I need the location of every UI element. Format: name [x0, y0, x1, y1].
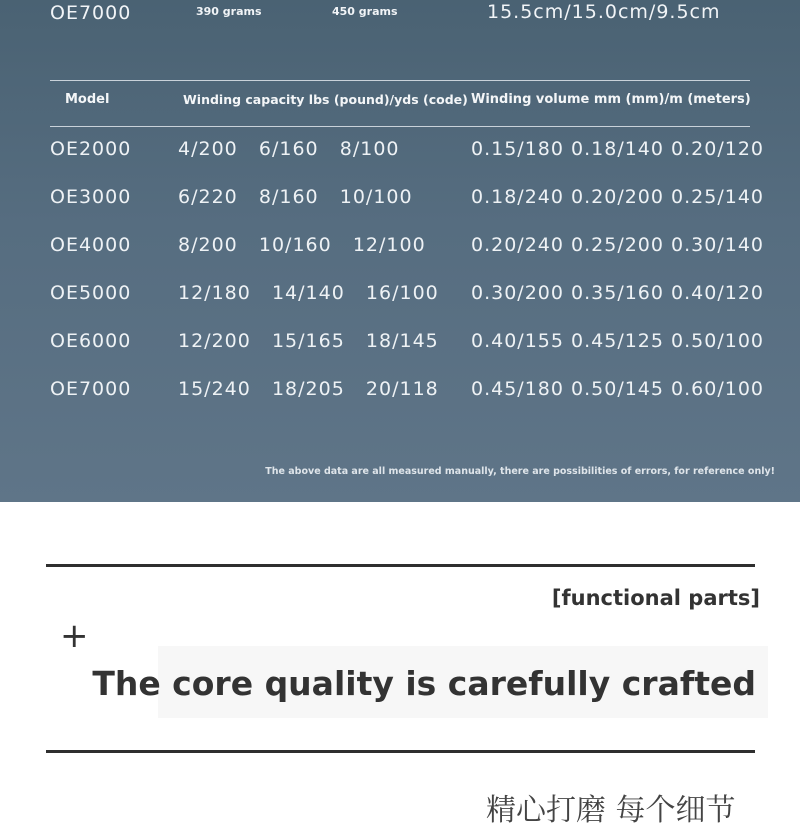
row-model: OE6000 [50, 330, 132, 352]
top-row-dimensions: 15.5cm/15.0cm/9.5cm [487, 1, 721, 23]
row-model: OE7000 [50, 378, 132, 400]
row-capacity: 15/240 18/205 20/118 [178, 378, 439, 400]
row-capacity: 12/200 15/165 18/145 [178, 330, 439, 352]
table-row [0, 234, 800, 264]
plus-icon: + [60, 616, 89, 656]
row-volume: 0.18/240 0.20/200 0.25/140 [471, 186, 764, 208]
measurement-note: The above data are all measured manually, there are possibilities of errors, for reference only! [265, 466, 775, 477]
row-capacity: 4/200 6/160 8/100 [178, 138, 400, 160]
table-row [0, 282, 800, 312]
header-volume: Winding volume mm (mm)/m (meters) [471, 92, 751, 107]
row-model: OE5000 [50, 282, 132, 304]
row-capacity: 12/180 14/140 16/100 [178, 282, 439, 304]
row-volume: 0.40/155 0.45/125 0.50/100 [471, 330, 764, 352]
table-header-divider [50, 126, 750, 127]
row-model: OE4000 [50, 234, 132, 256]
top-row-weight-1: 390 grams [196, 5, 262, 18]
row-model: OE2000 [50, 138, 132, 160]
top-row-model: OE7000 [50, 2, 132, 24]
table-row [0, 378, 800, 408]
section-bottom-rule [46, 750, 755, 753]
row-volume: 0.45/180 0.50/145 0.60/100 [471, 378, 764, 400]
header-capacity: Winding capacity lbs (pound)/yds (code) [183, 92, 468, 107]
top-row-weight-2: 450 grams [332, 5, 398, 18]
row-volume: 0.20/240 0.25/200 0.30/140 [471, 234, 764, 256]
section-tag: [functional parts] [551, 586, 760, 610]
table-row [0, 186, 800, 216]
row-capacity: 6/220 8/160 10/100 [178, 186, 413, 208]
table-row [0, 138, 800, 168]
row-capacity: 8/200 10/160 12/100 [178, 234, 426, 256]
spec-top-row [0, 0, 800, 30]
section-subtitle: 精心打磨 每个细节 [486, 793, 736, 828]
table-row [0, 330, 800, 360]
row-volume: 0.15/180 0.18/140 0.20/120 [471, 138, 764, 160]
section-top-rule [46, 564, 755, 567]
row-model: OE3000 [50, 186, 132, 208]
row-volume: 0.30/200 0.35/160 0.40/120 [471, 282, 764, 304]
section-headline: The core quality is carefully crafted [92, 664, 756, 703]
table-top-divider [50, 80, 750, 81]
header-model: Model [65, 92, 110, 107]
